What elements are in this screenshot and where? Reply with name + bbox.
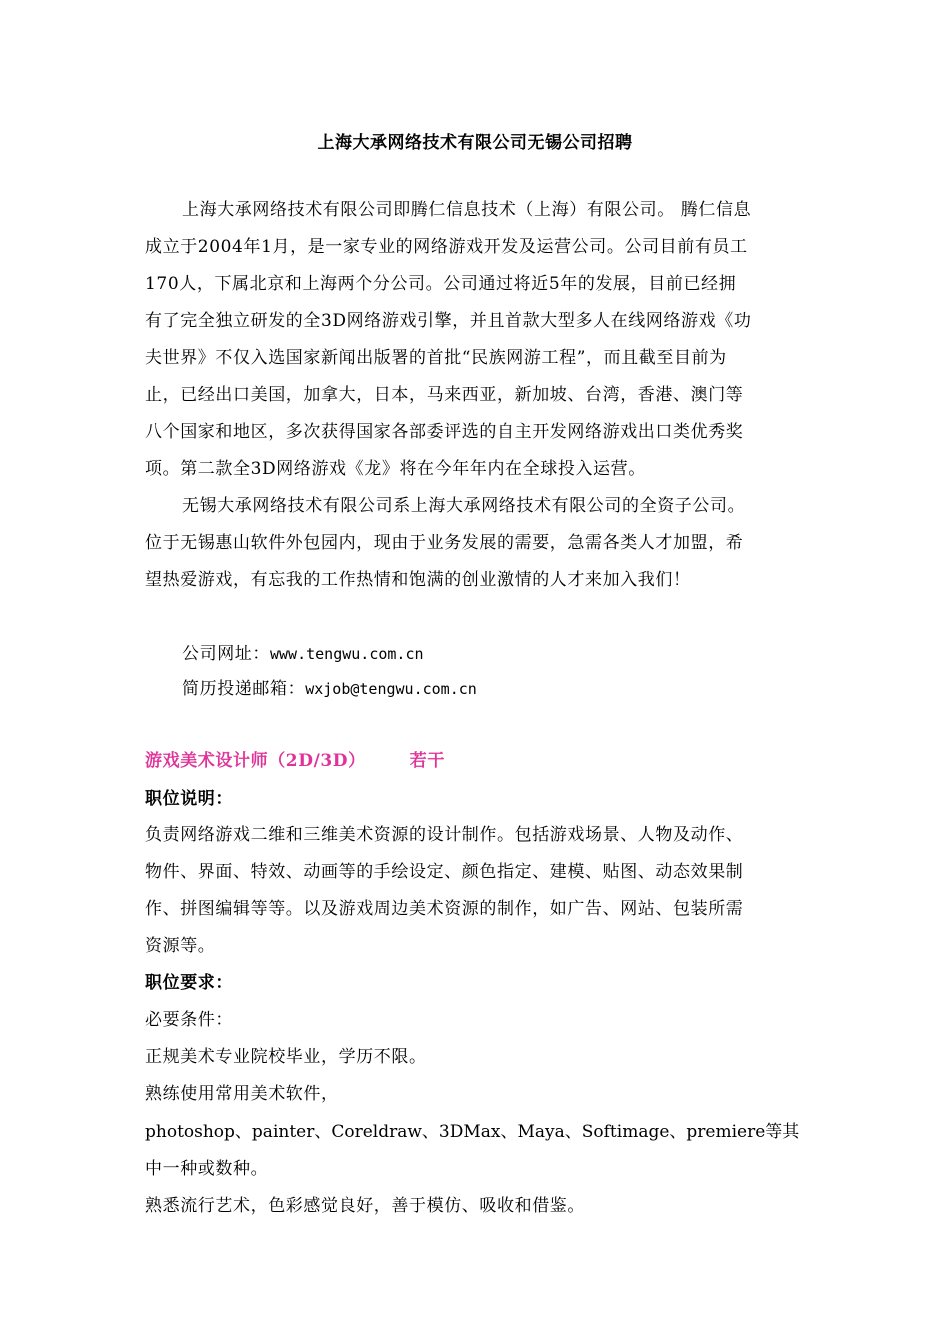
job-count: 若干	[409, 751, 445, 771]
desc-line: 负责网络游戏二维和三维美术资源的设计制作。包括游戏场景、人物及动作、	[145, 825, 744, 845]
intro-line: 170人，下属北京和上海两个分公司。公司通过将近5年的发展，目前已经拥	[145, 274, 737, 294]
intro-line: 成立于2004年1月，是一家专业的网络游戏开发及运营公司。公司目前有员工	[145, 237, 748, 257]
email-row	[182, 677, 852, 701]
desc-heading: 职位说明：	[145, 789, 233, 809]
req-heading: 职位要求：	[145, 973, 233, 993]
job-title-row	[145, 749, 815, 773]
website-row	[182, 642, 852, 666]
intro-line: 夫世界》不仅入选国家新闻出版署的首批“民族网游工程”，而且截至目前为	[145, 348, 727, 368]
email-link[interactable]: wxjob@tengwu.com.cn	[305, 680, 477, 698]
email-label: 简历投递邮箱：	[182, 679, 306, 699]
intro-line: 项。第二款全3D网络游戏《龙》将在今年年内在全球投入运营。	[145, 459, 646, 479]
req-line: 中一种或数种。	[145, 1159, 269, 1179]
intro-line: 上海大承网络技术有限公司即腾仁信息技术（上海）有限公司。 腾仁信息	[182, 200, 752, 220]
subsidiary-line: 无锡大承网络技术有限公司系上海大承网络技术有限公司的全资子公司。	[182, 496, 746, 516]
desc-line: 物件、界面、特效、动画等的手绘设定、颜色指定、建模、贴图、动态效果制	[145, 862, 744, 882]
subsidiary-line: 望热爱游戏，有忘我的工作热情和饱满的创业激情的人才来加入我们！	[145, 570, 691, 590]
intro-line: 有了完全独立研发的全3D网络游戏引擎，并且首款大型多人在线网络游戏《功	[145, 311, 752, 331]
website-link[interactable]: www.tengwu.com.cn	[270, 645, 424, 663]
intro-line: 八个国家和地区，多次获得国家各部委评选的自主开发网络游戏出口类优秀奖	[145, 422, 744, 442]
req-line: 熟悉流行艺术，色彩感觉良好，善于模仿、吸收和借鉴。	[145, 1196, 585, 1216]
desc-line: 资源等。	[145, 936, 216, 956]
req-line: photoshop、painter、Coreldraw、3DMax、Maya、Softimage、premiere等其	[145, 1122, 800, 1142]
page-title: 上海大承网络技术有限公司无锡公司招聘	[317, 133, 633, 153]
req-line: 熟练使用常用美术软件，	[145, 1084, 339, 1104]
desc-line: 作、拼图编辑等等。以及游戏周边美术资源的制作，如广告、网站、包装所需	[145, 899, 744, 919]
job-title: 游戏美术设计师（2D/3D）	[145, 751, 366, 771]
intro-line: 止，已经出口美国，加拿大，日本，马来西亚，新加坡、台湾，香港、澳门等	[145, 385, 744, 405]
website-label: 公司网址：	[182, 644, 270, 664]
req-line: 必要条件：	[145, 1010, 233, 1030]
req-line: 正规美术专业院校毕业，学历不限。	[145, 1047, 427, 1067]
subsidiary-line: 位于无锡惠山软件外包园内，现由于业务发展的需要，急需各类人才加盟，希	[145, 533, 744, 553]
